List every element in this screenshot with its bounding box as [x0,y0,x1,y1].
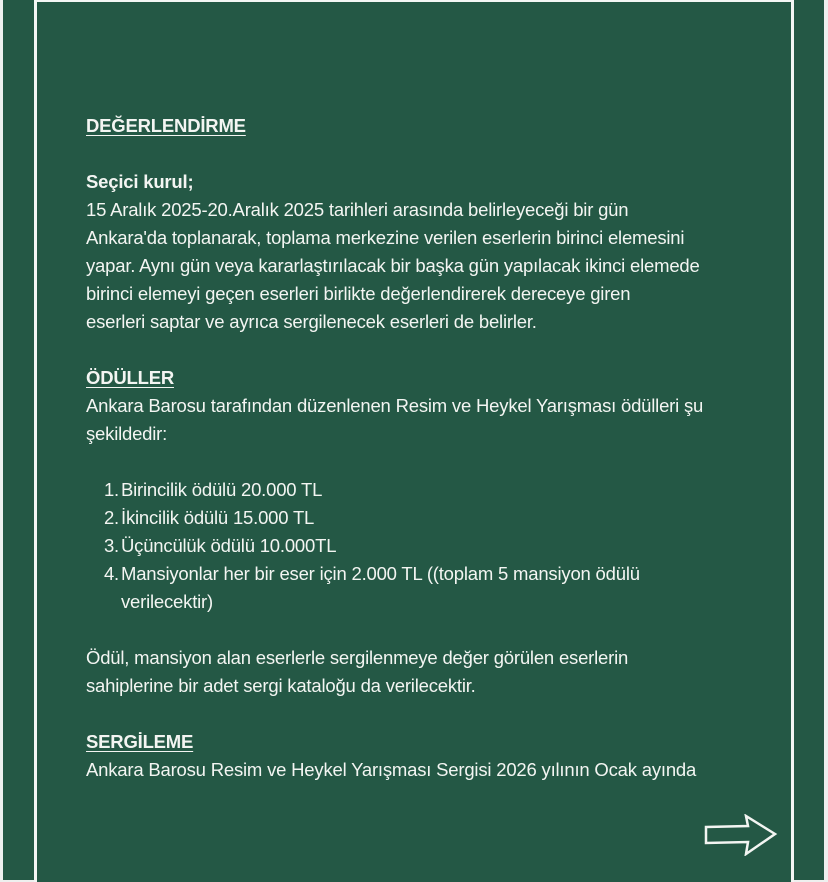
list-item [86,532,766,560]
awards-list [86,476,766,616]
paragraph-line: sahiplerine bir adet sergi kataloğu da verilecektir. [86,675,476,696]
list-text: Mansiyonlar her bir eser için 2.000 TL ((toplam 5 mansiyon ödülü verilecektir) [121,563,640,612]
paragraph-line: Ankara Barosu Resim ve Heykel Yarışması Sergisi 2026 yılının Ocak ayında [86,759,697,780]
paragraph-line: birinci elemeyi geçen eserleri birlikte değerlendirerek dereceye giren [86,283,631,304]
section-heading-oduller: ÖDÜLLER [86,367,175,388]
paragraph-line: yapar. Aynı gün veya kararlaştırılacak bir başka gün yapılacak ikinci elemede [86,255,700,276]
list-text: Üçüncülük ödülü 10.000TL [121,535,337,556]
list-text: İkincilik ödülü 15.000 TL [121,507,315,528]
list-number: 3. [103,535,119,556]
subheading-secici-kurul: Seçici kurul; [86,171,194,192]
list-text: Birincilik ödülü 20.000 TL [121,479,323,500]
list-item [86,504,766,532]
document-content [86,112,766,784]
paragraph-line: Ankara'da toplanarak, toplama merkezine verilen eserlerin birinci elemesini [86,227,685,248]
section-heading-degerlendirme: DEĞERLENDİRME [86,115,246,136]
list-number: 4. [103,563,119,584]
arrow-right-outline-icon[interactable] [704,814,778,856]
list-number: 2. [103,507,119,528]
list-number: 1. [103,479,119,500]
paragraph-line: 15 Aralık 2025-20.Aralık 2025 tarihleri arasında belirleyeceği bir gün [86,199,629,220]
list-item [86,560,766,616]
paragraph-line: Ankara Barosu tarafından düzenlenen Resim ve Heykel Yarışması ödülleri şu [86,395,704,416]
paragraph-line: Ödül, mansiyon alan eserlerle sergilenmeye değer görülen eserlerin [86,647,629,668]
paragraph-line: şekildedir: [86,423,168,444]
paragraph-line: eserleri saptar ve ayrıca sergilenecek eserleri de belirler. [86,311,537,332]
list-item [86,476,766,504]
section-heading-sergileme: SERGİLEME [86,731,194,752]
